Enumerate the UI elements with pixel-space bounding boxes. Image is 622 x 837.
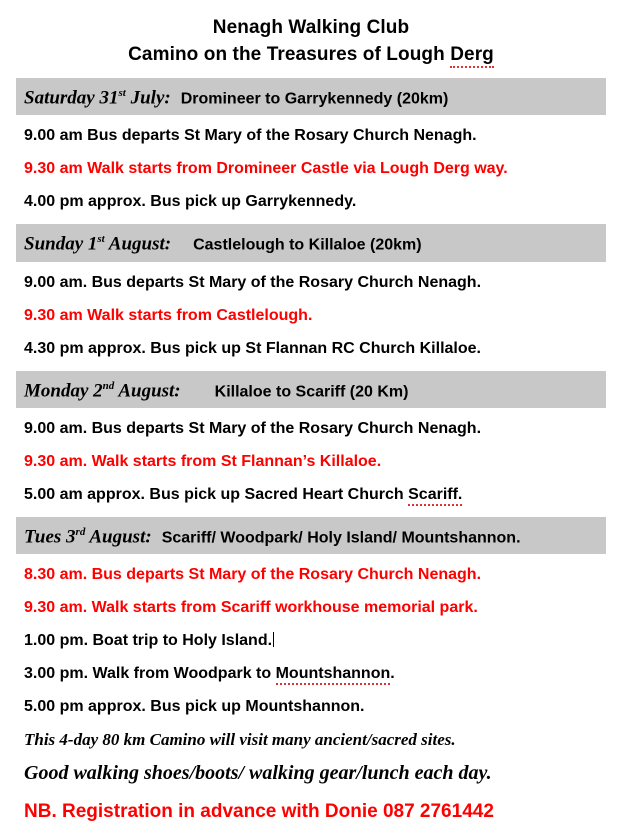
day-month-monday: August: <box>114 379 181 401</box>
schedule-item-boat-trip <box>16 624 606 657</box>
spellcheck-word-derg: Derg <box>450 44 494 68</box>
schedule-item: 9.30 am Walk starts from Castlelough. <box>24 306 313 324</box>
schedule-item: 4.30 pm approx. Bus pick up St Flannan RC Church Killaloe. <box>24 339 481 357</box>
day-month-saturday: July: <box>125 87 171 109</box>
text-cursor <box>273 632 274 647</box>
day-route-monday: Killaloe to Scariff (20 Km) <box>214 382 409 400</box>
schedule-item-woodpark <box>16 657 606 690</box>
schedule-item: 4.00 pm approx. Bus pick up Garrykennedy. <box>24 193 357 211</box>
day-month-sunday: August: <box>104 233 172 255</box>
day-header-tuesday <box>16 517 606 554</box>
day-label-monday: Monday 2 <box>24 379 103 401</box>
spellcheck-word: Mountshannon <box>276 665 391 685</box>
schedule-item-text: 5.00 am approx. Bus pick up Sacred Heart Church Scariff. <box>24 486 462 506</box>
day-header-sunday <box>16 224 606 261</box>
schedule-item-text: 1.00 pm. Boat trip to Holy Island. <box>24 632 273 650</box>
day-label-saturday: Saturday 31 <box>24 87 119 109</box>
day-month-tuesday: August: <box>85 526 152 548</box>
page-title-line-1: Nenagh Walking Club <box>212 17 410 38</box>
day-header-monday <box>16 371 606 408</box>
day-route-saturday: Dromineer to Garrykennedy (20km) <box>180 90 449 108</box>
schedule-item: 9.30 am. Walk starts from St Flannan’s Killaloe. <box>24 452 382 470</box>
schedule-item-text: 3.00 pm. Walk from Woodpark to Mountshannon. <box>24 665 395 685</box>
schedule-item: 9.30 am Walk starts from Dromineer Castle via Lough Derg way. <box>24 160 508 178</box>
schedule-item: 5.00 pm approx. Bus pick up Mountshannon. <box>24 698 365 716</box>
spellcheck-word: Scariff. <box>408 486 462 506</box>
footer-note-camino: This 4-day 80 km Camino will visit many ancient/sacred sites. <box>24 730 456 750</box>
schedule-item-scariff <box>16 478 606 511</box>
day-route-tuesday: Scariff/ Woodpark/ Holy Island/ Mountshannon. <box>161 529 521 547</box>
schedule-item: 9.00 am. Bus departs St Mary of the Rosary Church Nenagh. <box>24 419 482 437</box>
day-ordinal-tuesday: rd <box>75 525 86 538</box>
page-title-line-2 <box>16 41 606 68</box>
day-ordinal-monday: nd <box>102 379 115 392</box>
document-title-block <box>16 14 606 68</box>
page-title-line-2-text: Camino on the Treasures of Lough <box>128 44 451 65</box>
day-label-sunday: Sunday 1 <box>24 233 98 255</box>
day-label-tuesday: Tues 3 <box>24 526 76 548</box>
day-ordinal-saturday: st <box>118 87 126 99</box>
footer-note-registration: NB. Registration in advance with Donie 087 2761442 <box>24 801 494 823</box>
schedule-item: 9.30 am. Walk starts from Scariff workhouse memorial park. <box>24 599 478 617</box>
schedule-item: 9.00 am. Bus departs St Mary of the Rosary Church Nenagh. <box>24 273 482 291</box>
day-ordinal-sunday: st <box>97 233 105 246</box>
day-route-sunday: Castlelough to Killaloe (20km) <box>193 236 422 254</box>
footer-note-gear: Good walking shoes/boots/ walking gear/lunch each day. <box>24 762 492 785</box>
schedule-item: 9.00 am Bus departs St Mary of the Rosary Church Nenagh. <box>24 127 477 145</box>
schedule-item: 8.30 am. Bus departs St Mary of the Rosary Church Nenagh. <box>24 566 482 584</box>
day-header-saturday <box>16 78 606 115</box>
